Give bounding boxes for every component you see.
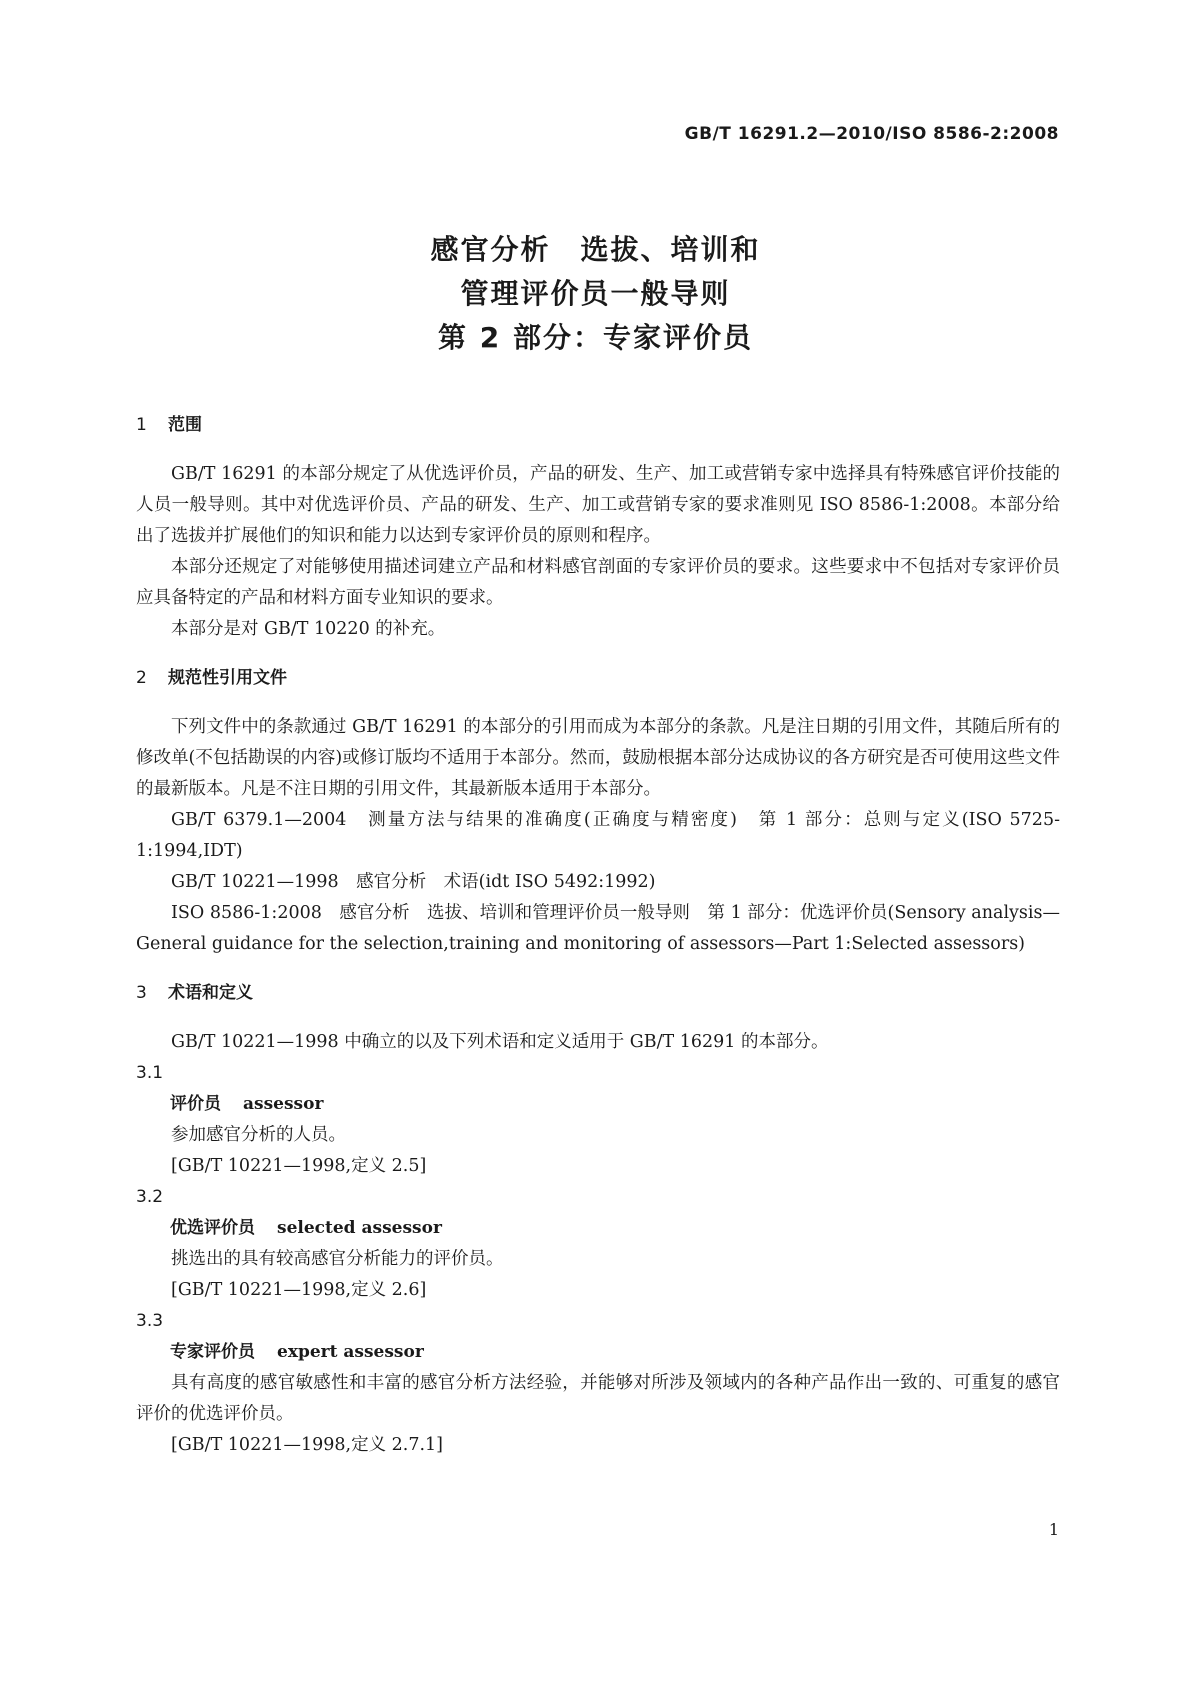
term-en: assessor — [243, 1094, 324, 1114]
paragraph: GB/T 16291 的本部分规定了从优选评价员，产品的研发、生产、加工或营销专家中选择具有特殊感官评价技能的人员一般导则。其中对优选评价员、产品的研发、生产、加工或营销专家的要求准则见 ISO 8586-1:2008。本部分给出了选拔并扩展他们的知识和能力以达到专家评价员的原则和程序。 — [136, 464, 1060, 546]
section-1-heading — [136, 410, 1060, 441]
term-en: expert assessor — [277, 1342, 424, 1362]
section-2-heading — [136, 663, 1060, 694]
paragraph: 本部分还规定了对能够使用描述词建立产品和材料感官剖面的专家评价员的要求。这些要求中不包括对专家评价员应具备特定的产品和材料方面专业知识的要求。 — [136, 557, 1060, 608]
title-line-1: 感官分析 选拔、培训和 — [430, 233, 761, 266]
term-name — [170, 1213, 1060, 1244]
term-source: [GB/T 10221—1998,定义 2.5] — [171, 1156, 427, 1176]
paragraph: 下列文件中的条款通过 GB/T 16291 的本部分的引用而成为本部分的条款。凡是注日期的引用文件，其随后所有的修改单(不包括勘误的内容)或修订版均不适用于本部分。然而，鼓励根据本部分达成协议的各方研究是否可使用这些文件的最新版本。凡是不注日期的引用文件，其最新版本适用于本部分。 — [136, 717, 1060, 799]
term-entry — [136, 1182, 1060, 1306]
section-3-heading — [136, 978, 1060, 1009]
term-definition: 参加感官分析的人员。 — [171, 1125, 346, 1145]
term-name — [170, 1089, 1060, 1120]
term-zh: 评价员 — [170, 1094, 221, 1114]
term-number: 3.1 — [136, 1063, 164, 1083]
paragraph: 本部分是对 GB/T 10220 的补充。 — [171, 619, 446, 639]
term-name — [170, 1337, 1060, 1368]
section-title: 范围 — [168, 415, 202, 435]
section-title: 规范性引用文件 — [168, 668, 287, 688]
reference-item: GB/T 6379.1—2004 测量方法与结果的准确度(正确度与精密度) 第 1 部分：总则与定义(ISO 5725-1:1994,IDT) — [136, 810, 1060, 861]
term-entry — [136, 1058, 1060, 1182]
term-number: 3.3 — [136, 1311, 164, 1331]
term-zh: 专家评价员 — [170, 1342, 255, 1362]
term-definition: 挑选出的具有较高感官分析能力的评价员。 — [171, 1249, 504, 1269]
reference-item: ISO 8586-1:2008 感官分析 选拔、培训和管理评价员一般导则 第 1 部分：优选评价员(Sensory analysis—General guidance for the selection,training and monitoring of assessors—Part 1:Selected assessors) — [136, 903, 1060, 954]
section-number: 3 — [136, 983, 147, 1003]
document-body — [136, 410, 1060, 1461]
title-line-2: 管理评价员一般导则 — [460, 277, 731, 310]
term-definition: 具有高度的感官敏感性和丰富的感官分析方法经验，并能够对所涉及领域内的各种产品作出一致的、可重复的感官评价的优选评价员。 — [136, 1373, 1060, 1424]
term-en: selected assessor — [277, 1218, 442, 1238]
paragraph: GB/T 10221—1998 中确立的以及下列术语和定义适用于 GB/T 16291 的本部分。 — [171, 1032, 829, 1052]
term-source: [GB/T 10221—1998,定义 2.6] — [171, 1280, 427, 1300]
term-number: 3.2 — [136, 1187, 164, 1207]
term-zh: 优选评价员 — [170, 1218, 255, 1238]
term-entry — [136, 1306, 1060, 1461]
section-title: 术语和定义 — [168, 983, 253, 1003]
reference-item: GB/T 10221—1998 感官分析 术语(idt ISO 5492:1992) — [171, 872, 656, 892]
term-source: [GB/T 10221—1998,定义 2.7.1] — [171, 1435, 443, 1455]
section-number: 2 — [136, 668, 147, 688]
title-line-3: 第 2 部分：专家评价员 — [438, 321, 753, 354]
document-title — [0, 228, 1191, 360]
section-number: 1 — [136, 415, 147, 435]
standard-code: GB/T 16291.2—2010/ISO 8586-2:2008 — [684, 124, 1059, 144]
page-number: 1 — [1048, 1520, 1059, 1539]
